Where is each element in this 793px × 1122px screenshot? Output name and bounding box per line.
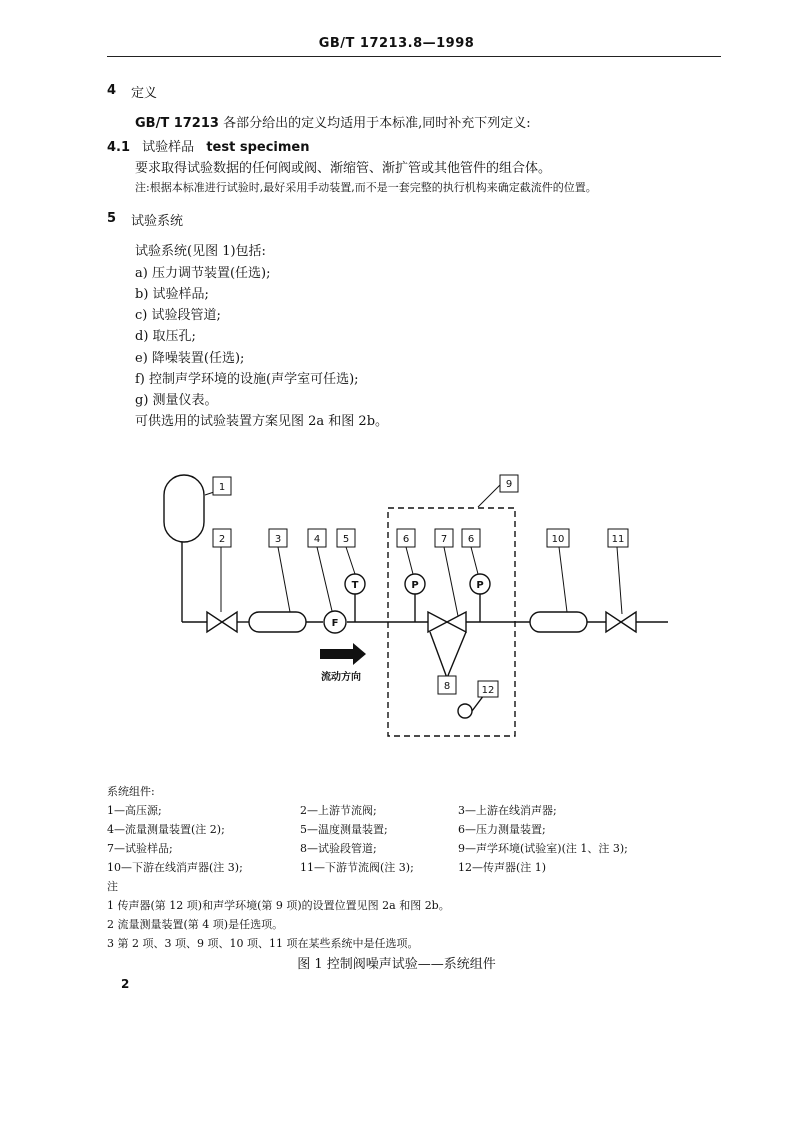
section-5-title: 试验系统 (131, 214, 184, 229)
test-section-line (447, 632, 466, 678)
test-specimen-left (428, 612, 447, 632)
upstream-valve-right (222, 612, 237, 632)
downstream-silencer (530, 612, 587, 632)
high-pressure-source (164, 475, 204, 542)
page-number: 2 (121, 977, 130, 991)
list-item: g) 测量仪表。 (135, 393, 218, 408)
pressure-letter: P (411, 580, 419, 591)
component-item: 12—传声器(注 1) (458, 861, 547, 874)
leader-line (617, 547, 622, 614)
section-4-number: 4 (107, 83, 117, 98)
leader-line (471, 547, 478, 574)
microphone-icon (458, 704, 472, 718)
label-1: 1 (218, 482, 226, 493)
component-item: 3—上游在线消声器; (458, 804, 557, 817)
list-item: e) 降噪装置(任选); (135, 351, 245, 366)
list-item: f) 控制声学环境的设施(声学室可任选); (135, 372, 359, 387)
label-9: 9 (505, 479, 513, 490)
upstream-silencer (249, 612, 306, 632)
label-3: 3 (274, 534, 282, 545)
leader-line (444, 547, 458, 616)
list-item: b) 试验样品; (135, 287, 209, 302)
list-item: a) 压力调节装置(任选); (135, 266, 271, 281)
component-item: 2—上游节流阀; (300, 804, 377, 817)
label-8: 8 (443, 681, 451, 692)
label-6a: 6 (402, 534, 410, 545)
section-4-1-term: 试验样品 (142, 140, 195, 155)
label-4: 4 (313, 534, 321, 545)
list-item: d) 取压孔; (135, 329, 196, 344)
component-item: 1—高压源; (107, 804, 162, 817)
leader-line (317, 547, 332, 611)
note-item: 3 第 2 项、3 项、9 项、10 项、11 项在某些系统中是任选项。 (107, 937, 419, 950)
section-4-1-number: 4.1 (107, 140, 131, 155)
section-4-title: 定义 (131, 86, 158, 101)
leader-line (406, 547, 413, 574)
component-item: 5—温度测量装置; (300, 823, 388, 836)
section-5-number: 5 (107, 211, 117, 226)
component-item: 6—压力测量装置; (458, 823, 546, 836)
label-12: 12 (481, 685, 495, 696)
pressure-letter: P (476, 580, 484, 591)
label-7: 7 (440, 534, 448, 545)
list-item: c) 试验段管道; (135, 308, 221, 323)
leader-line (559, 547, 567, 612)
label-5: 5 (342, 534, 350, 545)
note-item: 2 流量测量装置(第 4 项)是任选项。 (107, 918, 284, 931)
test-section-line (430, 632, 447, 678)
label-6b: 6 (467, 534, 475, 545)
component-item: 9—声学环境(试验室)(注 1、注 3); (458, 842, 628, 855)
document-header: GB/T 17213.8—1998 (318, 36, 475, 51)
component-item: 8—试验段管道; (300, 842, 377, 855)
label-2: 2 (218, 534, 226, 545)
temperature-letter: T (351, 580, 359, 591)
section-4-1-definition: 要求取得试验数据的任何阀或阀、渐缩管、渐扩管或其他管件的组合体。 (135, 161, 552, 176)
intro-standard-code: GB/T 17213 (135, 116, 219, 131)
components-heading: 系统组件: (107, 785, 155, 798)
section-4-1-english: test specimen (206, 140, 310, 155)
flow-direction-label: 流动方向 (321, 672, 361, 683)
label-10: 10 (551, 534, 565, 545)
flow-meter-letter: F (331, 618, 339, 629)
intro-text: 各部分给出的定义均适用于本标准,同时补充下列定义: (223, 116, 531, 131)
leader-line (478, 483, 502, 507)
component-item: 11—下游节流阀(注 3); (300, 861, 414, 874)
test-specimen-right (447, 612, 466, 632)
section-5-intro: 试验系统(见图 1)包括: (135, 244, 266, 259)
component-item: 4—流量测量装置(注 2); (107, 823, 225, 836)
section-4-note: 注:根据本标准进行试验时,最好采用手动装置,而不是一套完整的执行机构来确定截流件的位置。 (135, 181, 597, 194)
downstream-valve-left (606, 612, 621, 632)
component-item: 7—试验样品; (107, 842, 173, 855)
component-item: 10—下游在线消声器(注 3); (107, 861, 243, 874)
figure-caption: 图 1 控制阀噪声试验——系统组件 (297, 957, 496, 972)
upstream-valve-left (207, 612, 222, 632)
section-5-closing: 可供选用的试验装置方案见图 2a 和图 2b。 (135, 414, 389, 429)
notes-heading: 注 (107, 880, 118, 893)
leader-line (278, 547, 290, 612)
flow-direction-arrow-icon (320, 643, 366, 665)
leader-line (346, 547, 355, 574)
label-11: 11 (611, 534, 625, 545)
note-item: 1 传声器(第 12 项)和声学环境(第 9 项)的设置位置见图 2a 和图 2b。 (107, 899, 450, 912)
downstream-valve-right (621, 612, 636, 632)
